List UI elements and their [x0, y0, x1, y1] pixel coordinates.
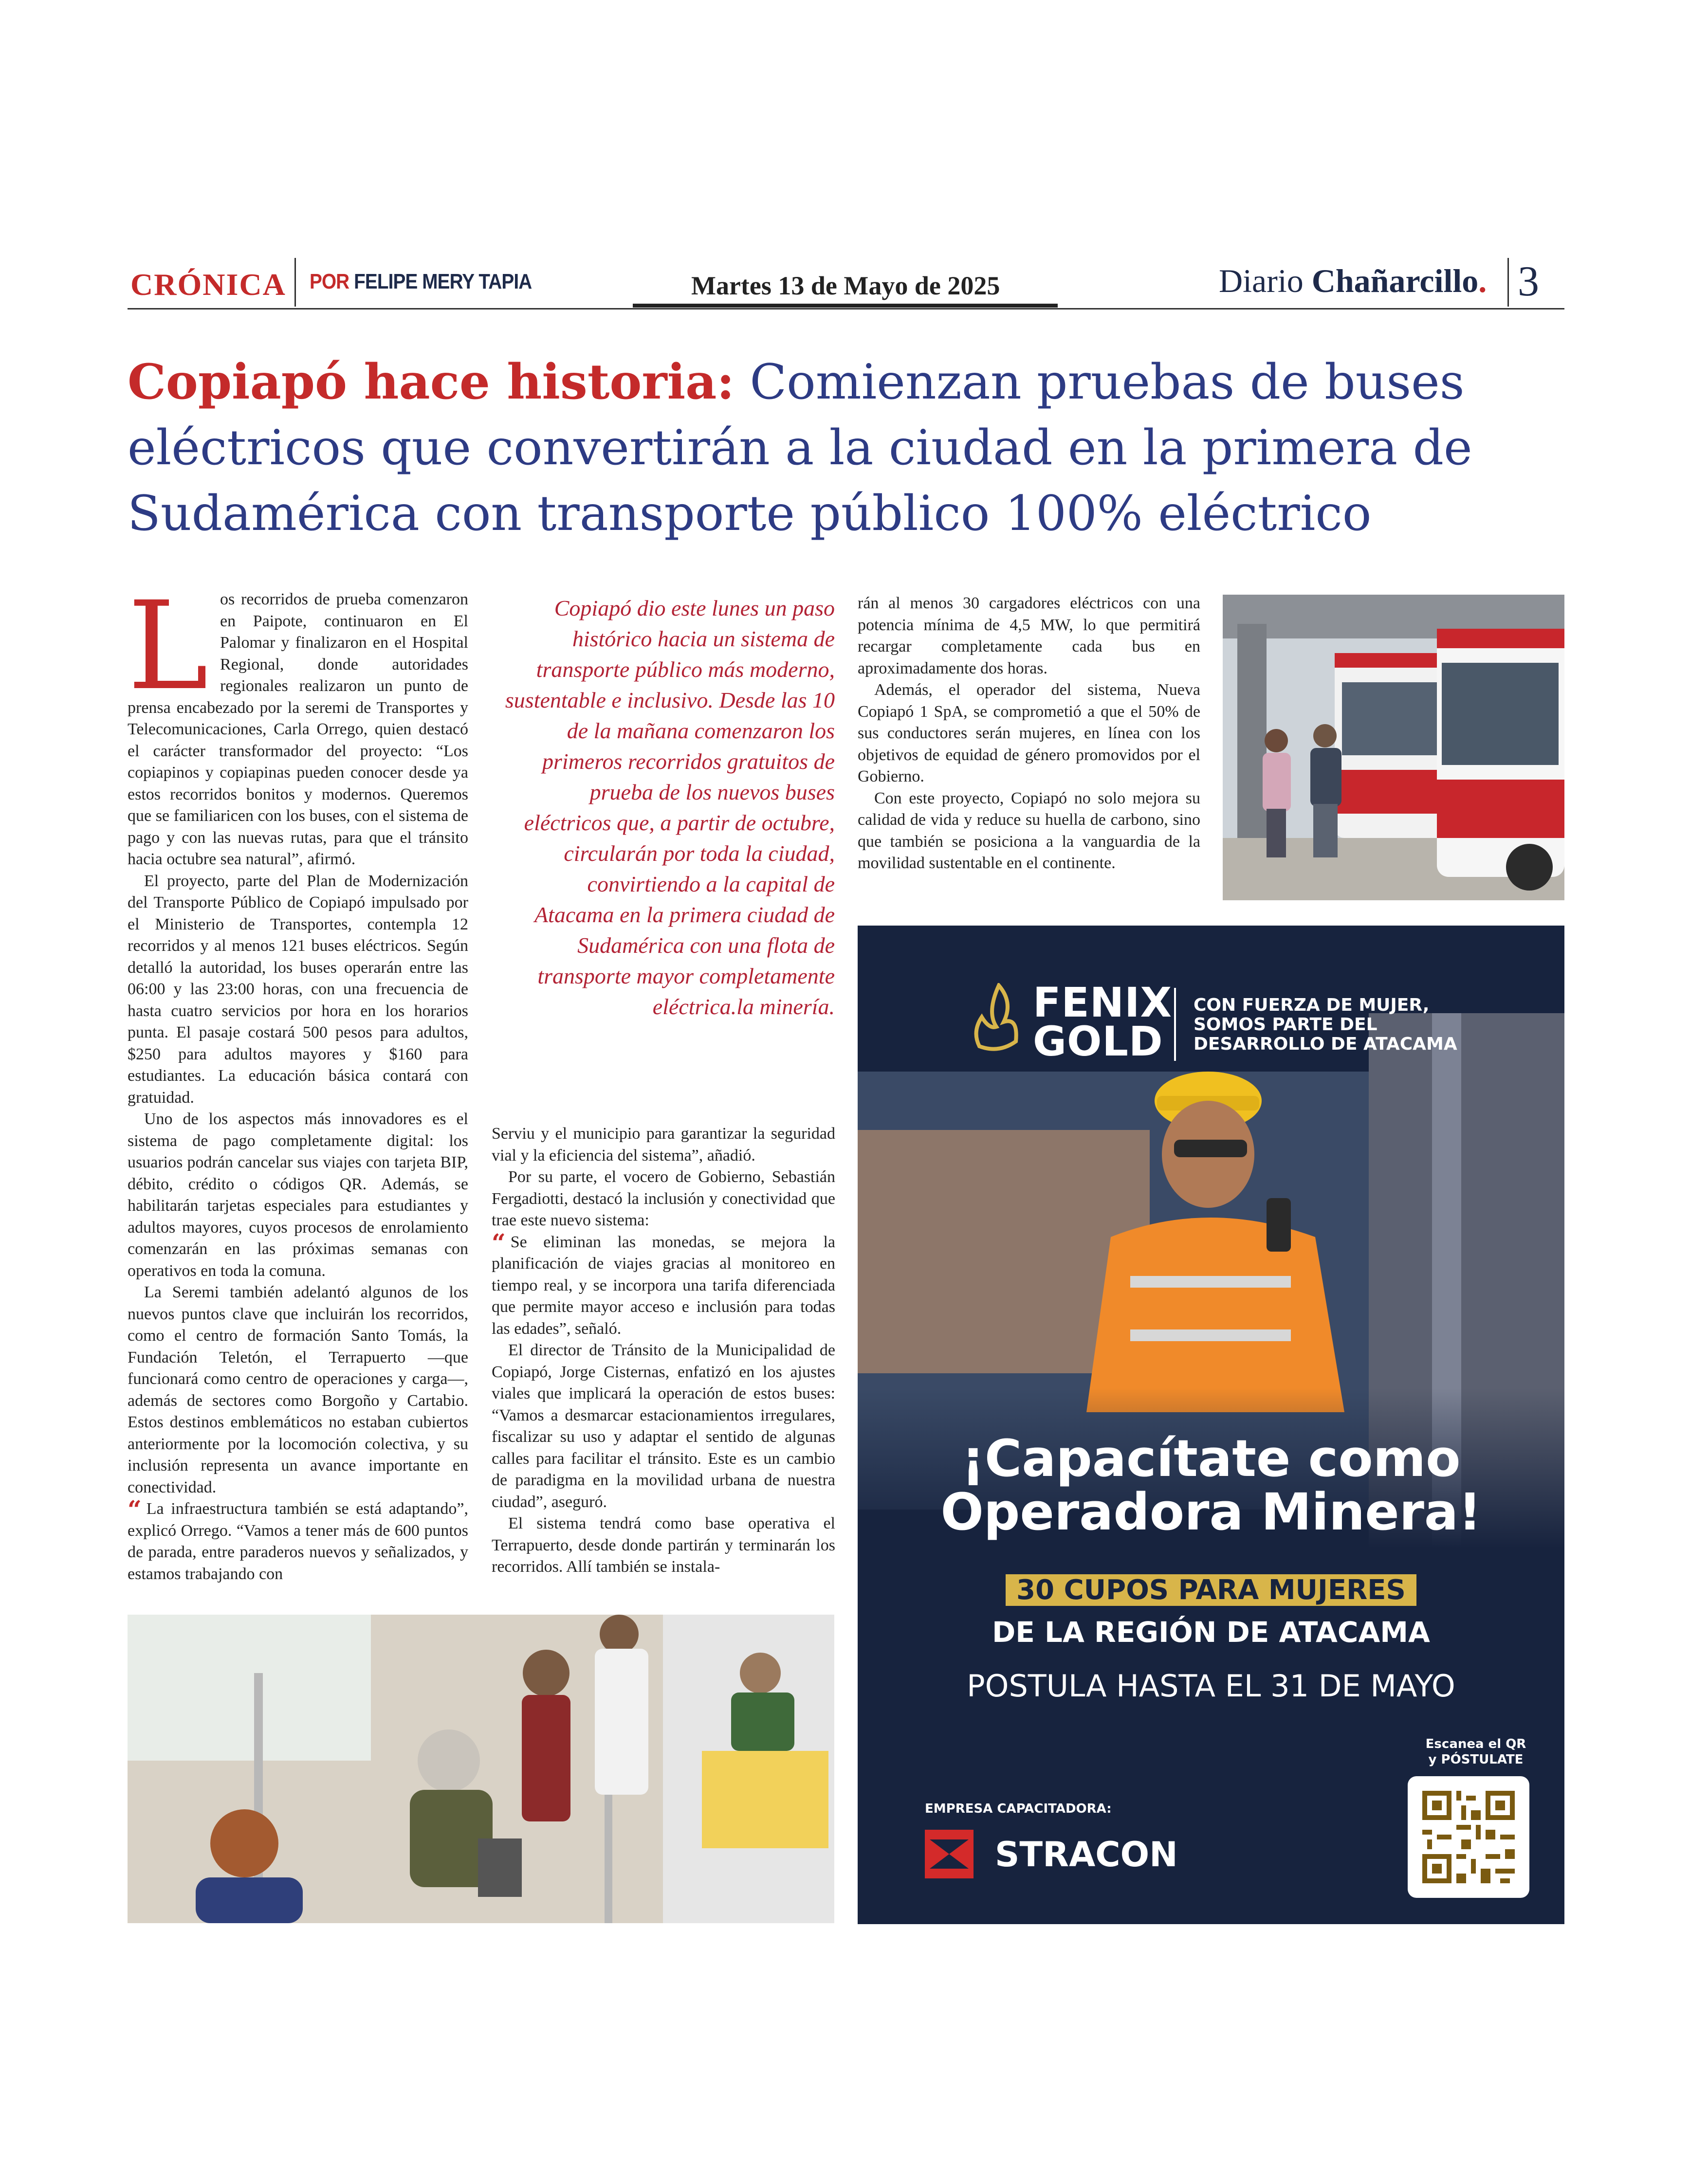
header-rule	[128, 308, 1564, 309]
empresa-label: EMPRESA CAPACITADORA:	[925, 1802, 1112, 1816]
newspaper-brand	[1219, 262, 1487, 300]
quote-text: La infraestructura también se está adaptando”, explicó Orrego. “Vamos a tener más de 600 puntos de parada, entre paraderos nuevos y señalizados, y estamos trabajando con	[128, 1500, 468, 1583]
bus-interior-photo	[128, 1615, 834, 1923]
cupos-banner	[858, 1573, 1564, 1608]
article-column-2	[492, 1123, 835, 1578]
section-label: CRÓNICA	[130, 267, 286, 302]
logo-line-2: GOLD	[1033, 1018, 1163, 1065]
logo-divider	[1174, 988, 1176, 1061]
buses-photo	[1223, 595, 1564, 900]
qr-code-icon[interactable]	[1408, 1776, 1529, 1898]
quote-text: Se eliminan las monedas, se mejora la planificación de viajes gracias al monitoreo en tiempo real, y se incorpora una tarifa diferenciada que permite mayor acceso e inclusión para todas las edades”, señaló.	[492, 1233, 835, 1338]
quote-icon: “	[492, 1228, 506, 1257]
paragraph: Por su parte, el vocero de Gobierno, Sebastián Fergadiotti, destacó la inclusión y conectividad que trae este nuevo sistema:	[492, 1168, 835, 1229]
qr-instructions	[1413, 1736, 1539, 1767]
drop-cap: L	[128, 575, 209, 717]
article-column-3	[858, 593, 1200, 874]
logo-line-1: FENIX	[1033, 979, 1173, 1026]
ad-tagline	[1194, 996, 1457, 1054]
ad-deadline: POSTULA HASTA EL 31 DE MAYO	[967, 1668, 1455, 1704]
byline-name: FELIPE MERY TAPIA	[354, 270, 532, 293]
headline	[128, 349, 1568, 546]
paragraph: Además, el operador del sistema, Nueva Copiapó 1 SpA, se comprometió a que el 50% de sus conductores serán mujeres, en línea con los objetivos de equidad de género promovidos por el Gobierno.	[858, 681, 1200, 785]
header-divider	[294, 258, 296, 307]
paragraph: El proyecto, parte del Plan de Modernización del Transporte Público de Copiapó impulsado por el Ministerio de Transportes, contempla 12 recorridos y al menos 121 buses eléctricos. Según detalló la autoridad, los buses operarán entre las 06:00 y las 23:00 horas, con una frecuencia de hasta cuatro servicios por hora en los horarios punta. El pasaje costará 500 pesos para adultos, $250 para adultos mayores y $160 para estudiantes. La educación básica contará con gratuidad.	[128, 872, 468, 1107]
paragraph: El sistema tendrá como base operativa el Terrapuerto, desde donde partirán y terminarán los recorridos. Allí también se instala-	[492, 1514, 835, 1576]
stracon-logo-icon	[925, 1830, 974, 1878]
paragraph: os recorridos de prueba comenzaron en Paipote, continuaron en El Palomar y finalizaron en el Hospital Regional, donde autoridades regionales realizaron un punto de prensa encabezado por la seremi de Transportes y Telecomunicaciones, Carla Orrego, quien destacó el carácter transformador del proyecto: “Los copiapinos y copiapinas pueden conocer desde ya estos recorridos bonitos y modernos. Queremos que se familiaricen con los buses, con el sistema de pago y con las nuevas rutas, para que el tránsito hacia octubre sea natural”, afirmó.	[128, 590, 468, 868]
fenix-gold-ad[interactable]	[858, 926, 1564, 1924]
paragraph: El director de Tránsito de la Municipalidad de Copiapó, Jorge Cisternas, enfatizó en los ajustes viales que implicará la operación de estos buses: “Vamos a desmarcar estacionamientos irregulares, fiscalizar su uso y adaptar el sentido de algunas calles para facilitar el tránsito. Este es un cambio de paradigma en la movilidad urbana de nuestra ciudad”, aseguró.	[492, 1341, 835, 1511]
article-column-1	[128, 575, 468, 1585]
pull-quote: Copiapó dio este lunes un paso histórico hacia un sistema de transporte público más moderno, sustentable e inclusivo. Desde las 10 de la mañana comenzaron los primeros recorridos gratuitos de prueba de los nuevos buses eléctricos que, a partir de octubre, circularán por toda la ciudad, convirtiendo a la capital de Atacama en la primera ciudad de Sudamérica con una flota de transporte mayor completamente eléctrica.la minería.	[505, 596, 835, 1019]
byline-prefix: POR	[310, 270, 349, 293]
paragraph: La Seremi también adelantó algunos de los nuevos puntos clave que incluirán los recorridos, como el centro de formación Santo Tomás, la Fundación Teletón, el Terrapuerto —que funcionará como centro de operaciones y carga—, además de sectores como Borgoño y Cartabio. Estos destinos emblemáticos no estaban cubiertos anteriormente por la locomoción colectiva, y su inclusión representa un avance importante en conectividad.	[128, 1283, 468, 1496]
paragraph: Serviu y el municipio para garantizar la seguridad vial y la eficiencia del sistema”, añadió.	[492, 1125, 835, 1165]
issue-date: Martes 13 de Mayo de 2025	[691, 271, 1000, 300]
page-number: 3	[1518, 258, 1539, 305]
ad-background-photo	[858, 926, 1564, 1924]
qr-text-line: y PÓSTULATE	[1428, 1752, 1524, 1767]
cta-line-1: ¡Capacítate como	[961, 1429, 1461, 1488]
quote-paragraph	[128, 1495, 468, 1585]
brand-dot: .	[1478, 262, 1487, 299]
paragraph: Uno de los aspectos más innovadores es el sistema de pago completamente digital: los usuarios podrán cancelar sus viajes con tarjeta BIP, débito, crédito o códigos QR. Además, se habilitarán tarjetas especiales para estudiantes y adultos mayores, cuyos procesos de enrolamiento comenzarán en las próximas semanas con operativos en toda la comuna.	[128, 1110, 468, 1280]
tagline-line: SOMOS PARTE DEL	[1194, 1015, 1378, 1035]
byline	[310, 270, 532, 294]
tagline-line: CON FUERZA DE MUJER,	[1194, 995, 1430, 1015]
quote-icon: “	[128, 1495, 142, 1524]
date-underline	[633, 304, 1058, 308]
cta-line-2: Operadora Minera!	[940, 1482, 1482, 1542]
ad-logo-text	[1033, 979, 1173, 1065]
stracon-name: STRACON	[995, 1835, 1178, 1875]
tagline-line: DESARROLLO DE ATACAMA	[1194, 1034, 1457, 1054]
ad-headline	[858, 1429, 1564, 1542]
brand-prefix: Diario	[1219, 262, 1312, 299]
brand-name: Chañarcillo	[1311, 262, 1479, 299]
fenix-logo-icon	[970, 983, 1023, 1056]
cupos-label: 30 CUPOS PARA MUJERES	[1006, 1574, 1416, 1606]
ad-region: DE LA REGIÓN DE ATACAMA	[992, 1616, 1430, 1649]
page-number-divider	[1507, 258, 1509, 307]
paragraph: rán al menos 30 cargadores eléctricos con una potencia mínima de 4,5 MW, lo que permitirá recargar completamente cada bus en aproximadamente dos horas.	[858, 594, 1200, 677]
headline-text: Comienzan pruebas de buses eléctricos que convertirán a la ciudad en la primera de Sudamérica con transporte público 100% eléctrico	[128, 354, 1472, 542]
headline-kicker: Copiapó hace historia:	[128, 354, 735, 410]
paragraph: Con este proyecto, Copiapó no solo mejora su calidad de vida y reduce su huella de carbono, sino que también se posiciona a la vanguardia de la movilidad sustentable en el continente.	[858, 789, 1200, 872]
qr-text-line: Escanea el QR	[1425, 1737, 1526, 1751]
quote-paragraph	[492, 1228, 835, 1340]
